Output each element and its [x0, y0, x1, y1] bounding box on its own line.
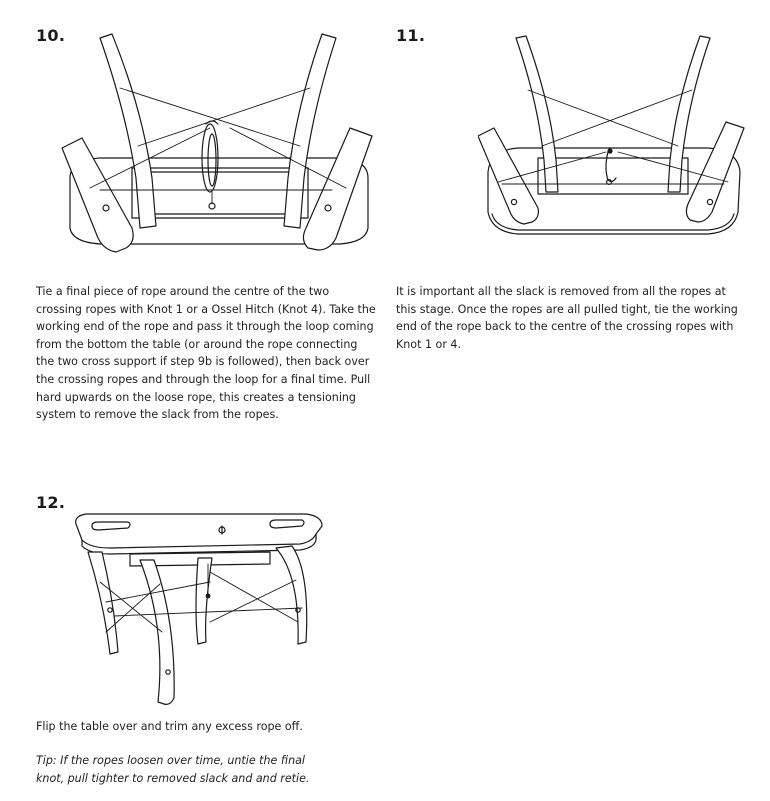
step-11-text: It is important all the slack is removed from all the ropes at this stage. Once the ropes are all pulled tight, tie the working end of the rope back to the centre of the crossing ropes with Knot 1 or 4. [396, 285, 738, 351]
step-11-number: 11. [396, 26, 426, 45]
step-11-illustration [478, 32, 748, 244]
step-10-illustration [60, 28, 380, 268]
step-10-text: Tie a final piece of rope around the centre of the two crossing ropes with Knot 1 or a Ossel Hitch (Knot 4). Take the working end of the rope and pass it through the loop coming from the bottom the table (or around the rope connecting the two cross support if step 9b is followed), then back over the crossing ropes and through the loop for a final time. Pull hard upwards on the loose rope, this creates a tensioning system to remove the slack from the ropes. [36, 285, 376, 422]
step-10-number: 10. [36, 26, 66, 45]
step-12-illustration [70, 512, 330, 712]
step-12-number: 12. [36, 493, 66, 512]
step-12-text: Flip the table over and trim any excess rope off. [36, 720, 303, 733]
step-12-tip: Tip: If the ropes loosen over time, untie the final knot, pull tighter to removed slack and and retie. [36, 754, 310, 785]
